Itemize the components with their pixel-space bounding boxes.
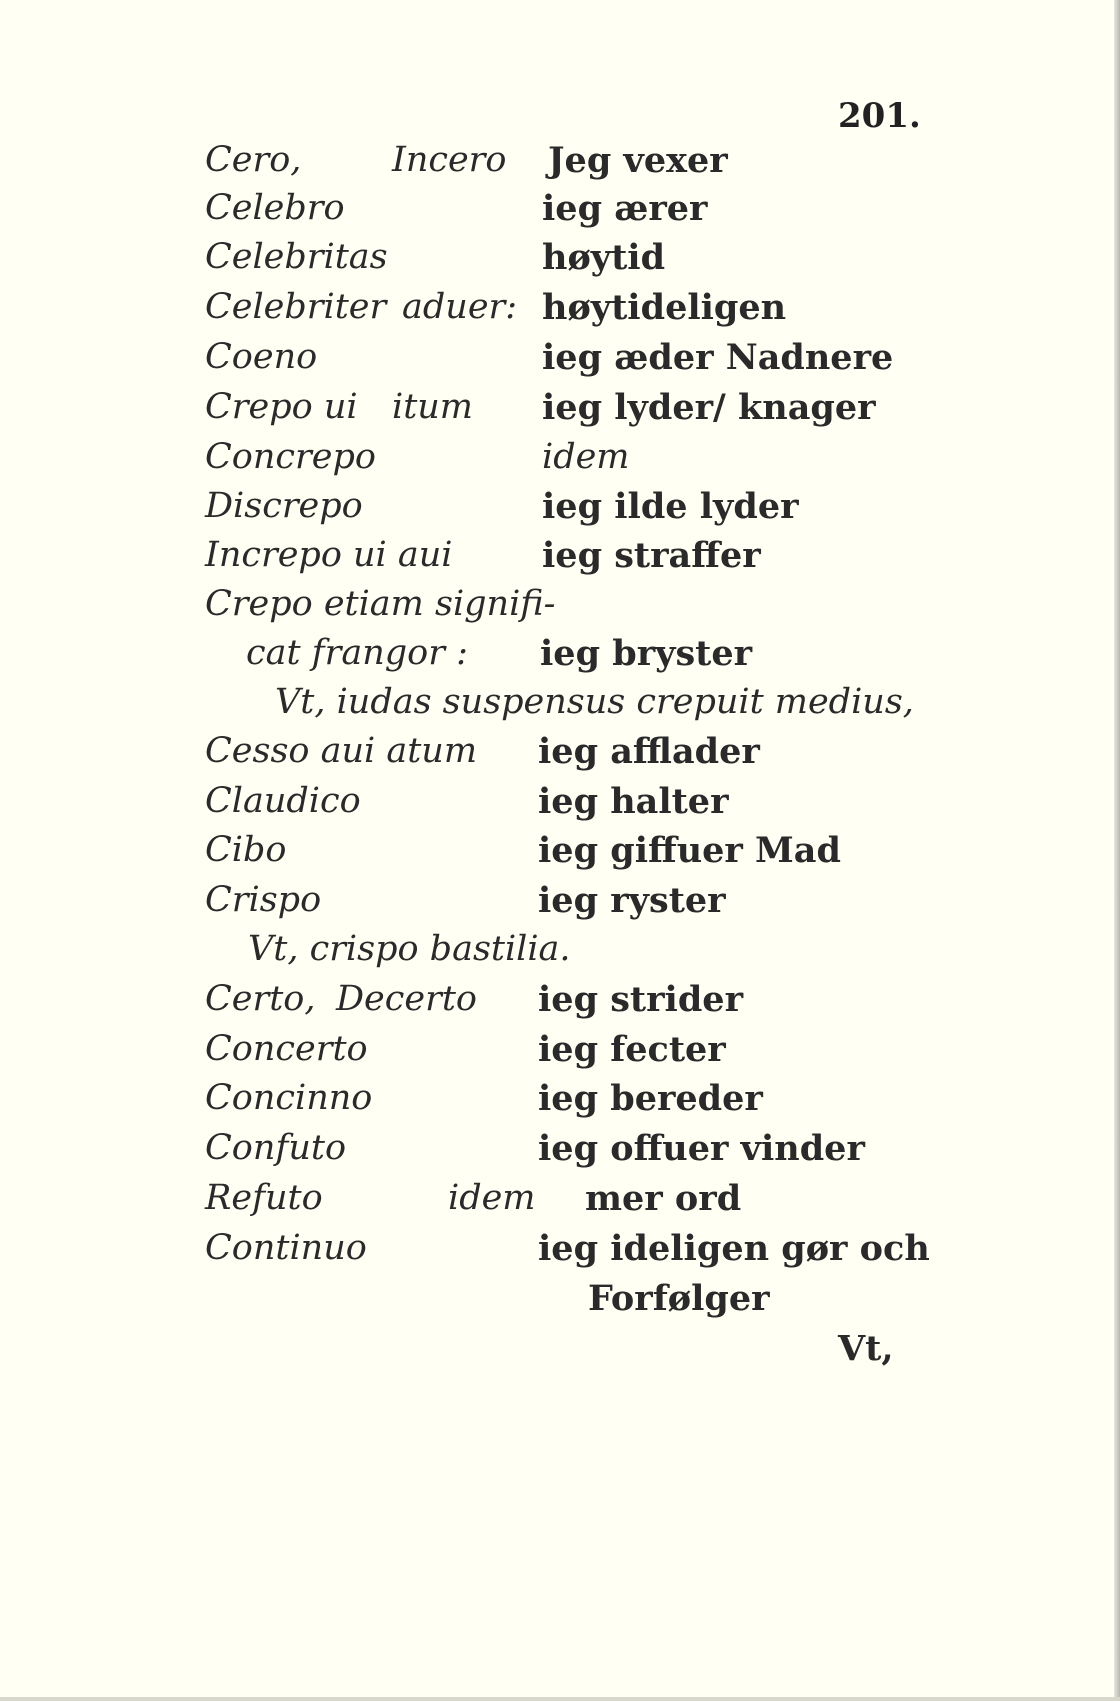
latin-variant: Incero (392, 140, 507, 180)
danish-gloss: høytideligen (542, 287, 787, 328)
latin-term: Crepo etiam signifi- (205, 584, 556, 624)
danish-gloss: ieg lyder/ knager (542, 387, 876, 428)
latin-term: Celebritas (205, 237, 388, 277)
latin-term: Refuto (205, 1178, 323, 1218)
latin-variant: itum (392, 387, 473, 427)
danish-gloss-continued: Forfølger (588, 1278, 770, 1319)
latin-term: Continuo (205, 1228, 367, 1268)
danish-gloss: ieg afflader (538, 731, 760, 772)
latin-term: Concerto (205, 1029, 368, 1069)
danish-gloss: ieg offuer vinder (538, 1128, 865, 1169)
latin-variant: idem (448, 1178, 536, 1218)
danish-gloss: ieg bereder (538, 1078, 763, 1119)
latin-term: Concinno (205, 1078, 373, 1118)
danish-gloss: ieg strider (538, 979, 744, 1020)
latin-term: Coeno (205, 337, 318, 377)
latin-variant: aduer: (402, 287, 518, 327)
example-sentence: Vt, iudas suspensus crepuit medius, (275, 682, 914, 722)
page-edge-shadow (1114, 0, 1120, 1701)
latin-term: Cero, (205, 140, 302, 180)
danish-gloss: idem (542, 437, 630, 477)
danish-gloss: ieg bryster (540, 633, 753, 674)
danish-gloss: ieg straffer (542, 535, 761, 576)
danish-gloss: ieg ideligen gør och (538, 1228, 930, 1269)
danish-gloss: ieg halter (538, 781, 729, 822)
danish-gloss: høytid (542, 237, 666, 278)
latin-term: Crepo ui (205, 387, 358, 427)
latin-term: Celebriter (205, 287, 387, 327)
danish-gloss: ieg fecter (538, 1029, 726, 1070)
latin-term: Increpo ui aui (205, 535, 453, 575)
catchword: Vt, (838, 1328, 894, 1369)
latin-term: Claudico (205, 781, 361, 821)
latin-term: Celebro (205, 188, 345, 228)
danish-gloss: mer ord (585, 1178, 742, 1219)
latin-term: Discrepo (205, 486, 363, 526)
latin-term: Certo, (205, 979, 316, 1019)
latin-variant: Decerto (336, 979, 477, 1019)
danish-gloss: ieg giffuer Mad (538, 830, 841, 871)
danish-gloss: ieg ilde lyder (542, 486, 799, 527)
danish-gloss: ieg ærer (542, 188, 708, 229)
example-sentence: Vt, crispo bastilia. (248, 929, 571, 969)
latin-term: Cibo (205, 830, 287, 870)
latin-term: Cesso aui atum (205, 731, 478, 771)
latin-term: Crispo (205, 880, 322, 920)
latin-term: Concrepo (205, 437, 376, 477)
latin-term: Confuto (205, 1128, 347, 1168)
danish-gloss: Jeg vexer (548, 140, 728, 181)
page-bottom-edge (0, 1697, 1120, 1701)
latin-term-continued: cat frangor : (246, 633, 468, 673)
danish-gloss: ieg ryster (538, 880, 726, 921)
page-number: 201. (838, 96, 921, 136)
danish-gloss: ieg æder Nadnere (542, 337, 894, 378)
